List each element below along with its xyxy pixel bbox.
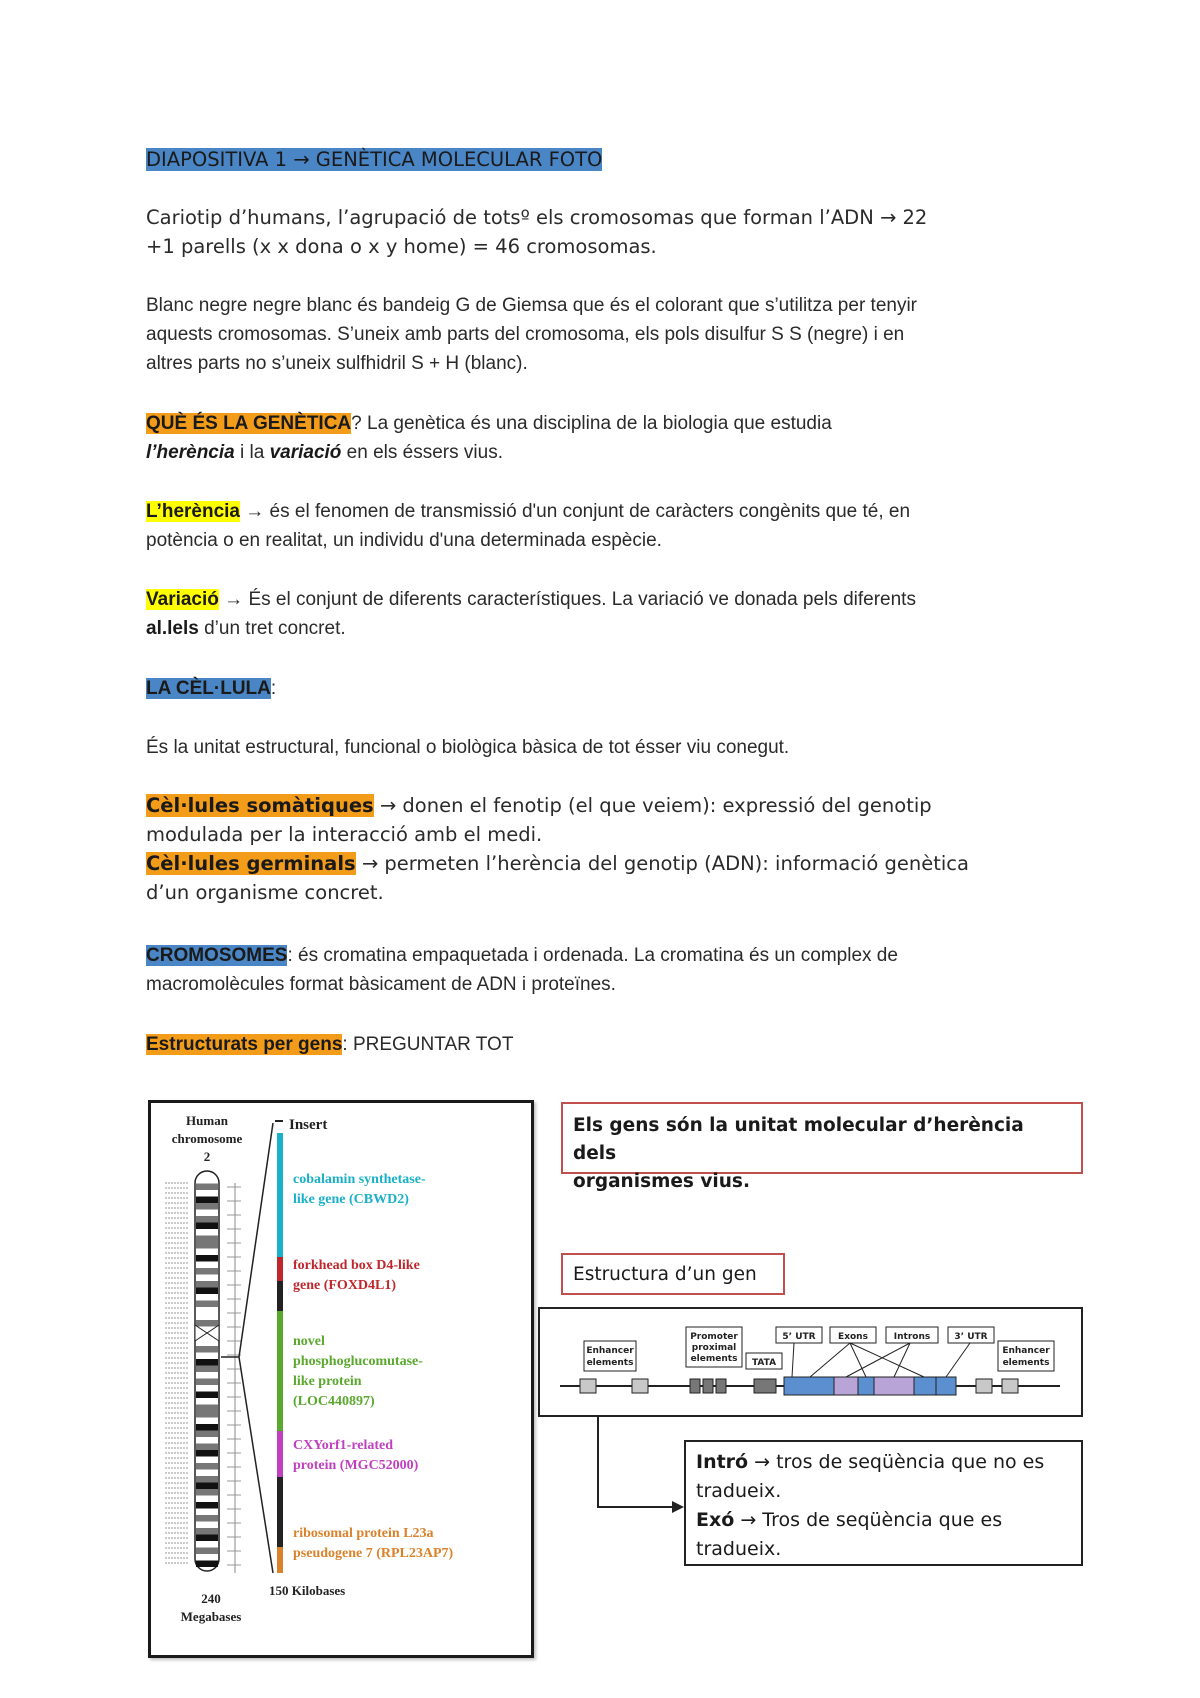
utr3-exon-block <box>936 1377 956 1395</box>
germinals-term: Cèl·lules germinals <box>146 852 356 875</box>
exon-block-3 <box>914 1377 936 1395</box>
chromosome-band <box>196 1424 218 1431</box>
chromosome-band <box>196 1366 218 1373</box>
cromosomes-term: CROMOSOMES <box>146 945 288 966</box>
genetica-text: ? La genètica és una disciplina de la biologia que estudia <box>351 413 832 434</box>
chromosome-band <box>196 1197 218 1204</box>
segment-orange <box>277 1547 283 1573</box>
exo-text: → Tros de seqüència que es <box>734 1509 1003 1531</box>
chromosome-band <box>196 1301 218 1308</box>
chromosome-band <box>196 1236 218 1243</box>
fig-insert: Insert <box>289 1117 328 1133</box>
gene-structure-label: Estructura d’un gen <box>573 1264 757 1285</box>
estructurats-term: Estructurats per gens <box>146 1034 343 1055</box>
giemsa-line-3: altres parts no s’uneix sulfhidril S + H (blanc). <box>146 353 528 374</box>
band-labels <box>165 1183 189 1563</box>
kilobase-label: 150 Kilobases <box>269 1583 346 1598</box>
giemsa-paragraph <box>146 291 1066 378</box>
chromosome-band <box>196 1502 218 1509</box>
chromosome-band <box>196 1268 218 1275</box>
megabase-value: 240 <box>201 1591 221 1606</box>
enhancer-left-l2: elements <box>586 1358 634 1368</box>
callout-arrow <box>590 1417 690 1517</box>
heading-highlight: DIAPOSITIVA 1 → GENÈTICA MOLECULAR FOTO <box>146 148 603 171</box>
chromosome-band <box>196 1223 218 1230</box>
gene1-line2: like gene (CBWD2) <box>293 1192 409 1207</box>
intron-block-2 <box>874 1377 914 1395</box>
chromosome-band <box>196 1216 218 1223</box>
gene-structure-label-box <box>561 1253 785 1295</box>
megabase-scale <box>227 1183 241 1573</box>
genetica-term: QUÈ ÉS LA GENÈTICA <box>146 413 352 434</box>
cromosomes-line-2: macromolècules format bàsicament de ADN i proteïnes. <box>146 974 616 995</box>
germinals-text: → permeten l’herència del genotip (ADN): informació genètica <box>355 852 969 875</box>
chromosome-band <box>196 1281 218 1288</box>
fig-chromosome: chromosome <box>171 1131 243 1146</box>
chromosome-band <box>196 1379 218 1386</box>
germinals-line-2: d’un organisme concret. <box>146 881 384 904</box>
promoter-block-2 <box>703 1379 713 1393</box>
zoom-line-top <box>239 1123 273 1357</box>
promoter-l2: proximal <box>691 1343 737 1353</box>
chromosome-band <box>196 1528 218 1535</box>
enhancer-left-l1: Enhancer <box>586 1346 634 1356</box>
gene2-line1: forkhead box D4-like <box>293 1258 420 1273</box>
chromosome-band <box>196 1489 218 1496</box>
chromosome-band <box>196 1515 218 1522</box>
segment-black-2 <box>277 1477 283 1547</box>
chromosome-band <box>196 1450 218 1457</box>
segment-red <box>277 1257 283 1281</box>
enhancer-left-block-1 <box>580 1379 596 1393</box>
gene3-line3: like protein <box>293 1374 362 1389</box>
intron-block-1 <box>834 1377 858 1395</box>
insert-bar <box>277 1133 283 1573</box>
intro-text: → tros de seqüència que no es <box>748 1451 1045 1473</box>
utr3-label: 3’ UTR <box>954 1332 988 1342</box>
exo-term: Exó <box>696 1509 735 1531</box>
chromosome-band <box>196 1255 218 1262</box>
utr5-exon-block <box>784 1377 834 1395</box>
cellula-heading <box>146 674 1066 703</box>
chromosome-band <box>196 1483 218 1490</box>
giemsa-line-1: Blanc negre negre blanc és bandeig G de Giemsa que és el colorant que s’utilitza per tenyir <box>146 295 918 316</box>
enhancer-right-block-1 <box>976 1379 992 1393</box>
gene3-line1: novel <box>293 1334 325 1349</box>
gene3-line4: (LOC440897) <box>293 1394 375 1409</box>
herencia-emphasis: l’herència <box>146 442 235 463</box>
herencia-term: L’herència <box>146 501 240 522</box>
chromosome-band <box>196 1548 218 1555</box>
cells-paragraph <box>146 791 1066 907</box>
enhancer-left-block-2 <box>632 1379 648 1393</box>
herencia-line-2: potència o en realitat, un individu d'una determinada espècie. <box>146 530 662 551</box>
enhancer-right-l2: elements <box>1002 1358 1050 1368</box>
gene2-line2: gene (FOXD4L1) <box>293 1278 397 1293</box>
genetica-tail: en els éssers vius. <box>341 442 503 463</box>
somatiques-term: Cèl·lules somàtiques <box>146 794 374 817</box>
chromosome-figure <box>148 1100 534 1658</box>
megabase-label: Megabases <box>180 1609 242 1624</box>
cromosomes-text: : és cromatina empaquetada i ordenada. La cromatina és un complex de <box>287 945 898 966</box>
segment-magenta <box>277 1431 283 1477</box>
gene3-line2: phosphoglucomutase- <box>293 1354 423 1369</box>
cellula-definition: És la unitat estructural, funcional o biològica bàsica de tot ésser viu conegut. <box>146 737 790 758</box>
gene5-line2: pseudogene 7 (RPL23AP7) <box>293 1546 454 1561</box>
variacio-text: → És el conjunt de diferents característiques. La variació ve donada pels diferents <box>218 589 916 610</box>
fig-chrom-number: 2 <box>203 1149 211 1164</box>
chromosome-band <box>196 1359 218 1366</box>
gene-diagram-svg <box>540 1309 1081 1415</box>
segment-black-1 <box>277 1281 283 1311</box>
exons-label: Exons <box>838 1332 868 1342</box>
introns-label: Introns <box>893 1332 931 1342</box>
fig-human: Human <box>186 1113 228 1128</box>
segment-green <box>277 1311 283 1431</box>
chromosome-band <box>196 1463 218 1470</box>
chromosome-ideogram <box>195 1171 219 1571</box>
chromosome-band <box>196 1405 218 1412</box>
estructurats-text: : PREGUNTAR TOT <box>342 1034 514 1055</box>
tata-label: TATA <box>751 1358 777 1368</box>
promoter-l1: Promoter <box>690 1332 738 1342</box>
zoom-line-bottom <box>239 1357 273 1573</box>
chromosome-band <box>196 1288 218 1295</box>
gene1-line1: cobalamin synthetase- <box>293 1172 426 1187</box>
chromosome-band <box>196 1346 218 1353</box>
chromosome-band <box>196 1444 218 1451</box>
gene4-line1: CXYorf1-related <box>293 1438 394 1453</box>
tata-block <box>754 1379 776 1393</box>
alleles-term: al.lels <box>146 618 199 639</box>
promoter-l3: elements <box>690 1354 738 1364</box>
variacio-paragraph <box>146 585 1066 643</box>
genes-def-line-2: organismes vius. <box>573 1171 750 1192</box>
estructurats-paragraph <box>146 1030 1066 1059</box>
chromosome-band <box>196 1411 218 1418</box>
slide-heading <box>146 145 1066 174</box>
genes-def-line-1: Els gens són la unitat molecular d’herència dels <box>573 1115 1024 1164</box>
utr5-label: 5’ UTR <box>782 1332 816 1342</box>
gene5-line1: ribosomal protein L23a <box>293 1526 434 1541</box>
gene-labels <box>293 1172 454 1561</box>
intron-exon-callout <box>684 1440 1083 1566</box>
variacio-tail: d’un tret concret. <box>198 618 346 639</box>
cellula-colon: : <box>270 678 277 699</box>
enhancer-right-l1: Enhancer <box>1002 1346 1050 1356</box>
cromosomes-paragraph <box>146 941 1066 999</box>
gene4-line2: protein (MGC52000) <box>293 1458 419 1473</box>
genetica-connector: i la <box>234 442 270 463</box>
chromosome-band <box>196 1242 218 1249</box>
intro-line-2: tradueix. <box>696 1480 782 1502</box>
enhancer-right-block-2 <box>1002 1379 1018 1393</box>
promoter-block-1 <box>690 1379 700 1393</box>
herencia-text: → és el fenomen de transmissió d'un conjunt de caràcters congènits que té, en <box>240 501 911 522</box>
exon-block-2 <box>858 1377 874 1395</box>
variacio-emphasis: variació <box>269 442 342 463</box>
segment-cyan <box>277 1133 283 1257</box>
cellula-term: LA CÈL·LULA <box>146 678 271 699</box>
chromosome-svg <box>151 1103 531 1655</box>
chromosome-band <box>196 1535 218 1542</box>
karyotype-line-1: Cariotip d’humans, l’agrupació de totsº els cromosomas que forman l’ADN → 22 <box>146 206 928 229</box>
chromosome-band <box>196 1320 218 1327</box>
intro-term: Intró <box>696 1451 749 1473</box>
chromosome-band <box>196 1561 218 1568</box>
variacio-term: Variació <box>146 589 219 610</box>
genes-definition-box <box>561 1102 1083 1192</box>
giemsa-line-2: aquests cromosomas. S’uneix amb parts del cromosoma, els pols disulfur S S (negre) i en <box>146 324 905 345</box>
genetica-paragraph <box>146 409 1066 467</box>
chromosome-band <box>196 1184 218 1191</box>
chromosome-band <box>196 1392 218 1399</box>
somatiques-text: → donen el fenotip (el que veiem): expressió del genotip <box>373 794 932 817</box>
gene-structure-diagram <box>538 1307 1083 1417</box>
chromosome-band <box>196 1476 218 1483</box>
karyotype-paragraph <box>146 203 1066 261</box>
promoter-block-3 <box>716 1379 726 1393</box>
pointer-lines <box>792 1343 970 1377</box>
karyotype-line-2: +1 parells (x x dona o x y home) = 46 cromosomas. <box>146 235 657 258</box>
somatiques-line-2: modulada per la interacció amb el medi. <box>146 823 543 846</box>
herencia-paragraph <box>146 497 1066 555</box>
chromosome-band <box>196 1203 218 1210</box>
exo-line-2: tradueix. <box>696 1538 782 1560</box>
chromosome-band <box>196 1431 218 1438</box>
